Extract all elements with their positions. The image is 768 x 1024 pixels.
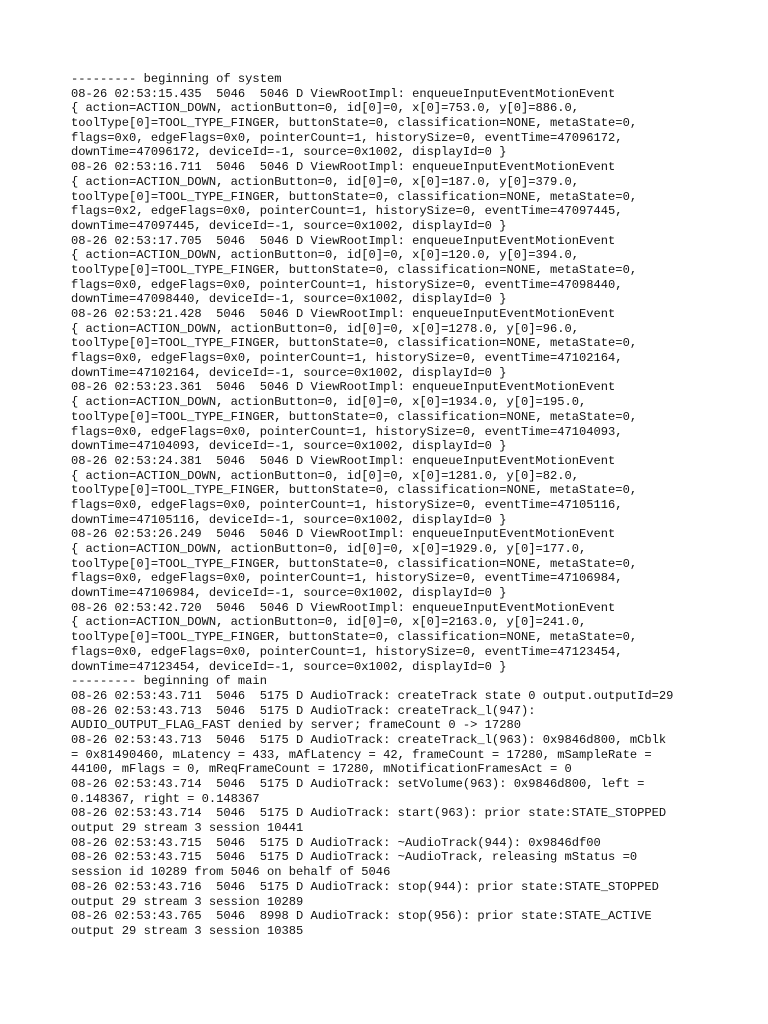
log-line: toolType[0]=TOOL_TYPE_FINGER, buttonState=0, classification=NONE, metaState=0, xyxy=(71,630,638,645)
log-line: flags=0x0, edgeFlags=0x0, pointerCount=1, historySize=0, eventTime=47105116, xyxy=(71,497,623,512)
log-line: session id 10289 from 5046 on behalf of 5046 xyxy=(71,865,391,880)
log-line: downTime=47106984, deviceId=-1, source=0x1002, displayId=0 } xyxy=(71,586,507,601)
log-line: flags=0x0, edgeFlags=0x0, pointerCount=1, historySize=0, eventTime=47106984, xyxy=(71,571,623,586)
log-line: { action=ACTION_DOWN, actionButton=0, id[0]=0, x[0]=1281.0, y[0]=82.0, xyxy=(71,468,580,483)
log-line: downTime=47104093, deviceId=-1, source=0x1002, displayId=0 } xyxy=(71,439,507,454)
log-line: output 29 stream 3 session 10441 xyxy=(71,821,304,836)
log-line: = 0x81490460, mLatency = 433, mAfLatency = 42, frameCount = 17280, mSampleRate = xyxy=(71,747,652,762)
log-document xyxy=(71,72,711,939)
log-line: AUDIO_OUTPUT_FLAG_FAST denied by server; frameCount 0 -> 17280 xyxy=(71,718,521,733)
log-line: 08-26 02:53:26.249 5046 5046 D ViewRootImpl: enqueueInputEventMotionEvent xyxy=(71,527,616,542)
log-line: { action=ACTION_DOWN, actionButton=0, id[0]=0, x[0]=2163.0, y[0]=241.0, xyxy=(71,615,587,630)
log-line: 08-26 02:53:43.713 5046 5175 D AudioTrack: createTrack_l(963): 0x9846d800, mCblk xyxy=(71,732,667,747)
log-line: downTime=47105116, deviceId=-1, source=0x1002, displayId=0 } xyxy=(71,512,507,527)
log-line: 08-26 02:53:21.428 5046 5046 D ViewRootImpl: enqueueInputEventMotionEvent xyxy=(71,307,616,321)
log-line: output 29 stream 3 session 10289 xyxy=(71,894,304,909)
log-line: toolType[0]=TOOL_TYPE_FINGER, buttonState=0, classification=NONE, metaState=0, xyxy=(71,556,638,571)
log-line: toolType[0]=TOOL_TYPE_FINGER, buttonState=0, classification=NONE, metaState=0, xyxy=(71,189,638,204)
log-line: 08-26 02:53:43.716 5046 5175 D AudioTrack: stop(944): prior state:STATE_STOPPED xyxy=(71,879,659,894)
log-line: --------- beginning of main xyxy=(71,674,267,689)
log-line: toolType[0]=TOOL_TYPE_FINGER, buttonState=0, classification=NONE, metaState=0, xyxy=(71,116,638,131)
log-line: 08-26 02:53:24.381 5046 5046 D ViewRootImpl: enqueueInputEventMotionEvent xyxy=(71,453,616,468)
log-line: 44100, mFlags = 0, mReqFrameCount = 17280, mNotificationFramesAct = 0 xyxy=(71,762,572,777)
log-line: toolType[0]=TOOL_TYPE_FINGER, buttonState=0, classification=NONE, metaState=0, xyxy=(71,262,638,277)
log-line: 08-26 02:53:43.715 5046 5175 D AudioTrack: ~AudioTrack, releasing mStatus =0 xyxy=(71,850,638,865)
log-line: downTime=47098440, deviceId=-1, source=0x1002, displayId=0 } xyxy=(71,292,507,307)
log-line: flags=0x0, edgeFlags=0x0, pointerCount=1, historySize=0, eventTime=47096172, xyxy=(71,130,623,145)
log-line: { action=ACTION_DOWN, actionButton=0, id[0]=0, x[0]=1934.0, y[0]=195.0, xyxy=(71,395,587,410)
log-line: 08-26 02:53:43.711 5046 5175 D AudioTrack: createTrack state 0 output.outputId=29 xyxy=(71,688,674,703)
log-line: flags=0x0, edgeFlags=0x0, pointerCount=1, historySize=0, eventTime=47123454, xyxy=(71,644,623,659)
log-line: downTime=47102164, deviceId=-1, source=0x1002, displayId=0 } xyxy=(71,365,507,380)
log-line: 08-26 02:53:43.765 5046 8998 D AudioTrack: stop(956): prior state:STATE_ACTIVE xyxy=(71,909,652,924)
log-line: toolType[0]=TOOL_TYPE_FINGER, buttonState=0, classification=NONE, metaState=0, xyxy=(71,483,638,498)
log-line: { action=ACTION_DOWN, actionButton=0, id[0]=0, x[0]=120.0, y[0]=394.0, xyxy=(71,248,580,263)
log-line: 08-26 02:53:16.711 5046 5046 D ViewRootImpl: enqueueInputEventMotionEvent xyxy=(71,160,616,175)
log-line: flags=0x0, edgeFlags=0x0, pointerCount=1, historySize=0, eventTime=47102164, xyxy=(71,351,623,366)
log-line: 08-26 02:53:43.715 5046 5175 D AudioTrack: ~AudioTrack(944): 0x9846df00 xyxy=(71,835,601,850)
log-line: --------- beginning of system xyxy=(71,72,282,86)
log-line: 08-26 02:53:42.720 5046 5046 D ViewRootImpl: enqueueInputEventMotionEvent xyxy=(71,600,616,615)
log-line: 08-26 02:53:17.705 5046 5046 D ViewRootImpl: enqueueInputEventMotionEvent xyxy=(71,233,616,248)
log-line: toolType[0]=TOOL_TYPE_FINGER, buttonState=0, classification=NONE, metaState=0, xyxy=(71,336,638,351)
log-line: 08-26 02:53:43.714 5046 5175 D AudioTrack: setVolume(963): 0x9846d800, left = xyxy=(71,777,645,791)
log-line: toolType[0]=TOOL_TYPE_FINGER, buttonState=0, classification=NONE, metaState=0, xyxy=(71,409,638,424)
log-line: flags=0x0, edgeFlags=0x0, pointerCount=1, historySize=0, eventTime=47104093, xyxy=(71,424,623,439)
log-line: downTime=47097445, deviceId=-1, source=0x1002, displayId=0 } xyxy=(71,218,507,233)
log-line: 08-26 02:53:23.361 5046 5046 D ViewRootImpl: enqueueInputEventMotionEvent xyxy=(71,380,616,395)
log-line: output 29 stream 3 session 10385 xyxy=(71,923,304,938)
log-line: downTime=47123454, deviceId=-1, source=0x1002, displayId=0 } xyxy=(71,659,507,674)
log-line: 08-26 02:53:43.713 5046 5175 D AudioTrack: createTrack_l(947): xyxy=(71,703,536,718)
log-line: { action=ACTION_DOWN, actionButton=0, id[0]=0, x[0]=753.0, y[0]=886.0, xyxy=(71,101,580,116)
log-line: flags=0x2, edgeFlags=0x0, pointerCount=1, historySize=0, eventTime=47097445, xyxy=(71,204,623,219)
log-line: 0.148367, right = 0.148367 xyxy=(71,791,260,806)
log-line: { action=ACTION_DOWN, actionButton=0, id[0]=0, x[0]=1929.0, y[0]=177.0, xyxy=(71,542,587,556)
log-line: { action=ACTION_DOWN, actionButton=0, id[0]=0, x[0]=1278.0, y[0]=96.0, xyxy=(71,321,580,336)
log-line: { action=ACTION_DOWN, actionButton=0, id[0]=0, x[0]=187.0, y[0]=379.0, xyxy=(71,174,580,189)
log-line: 08-26 02:53:43.714 5046 5175 D AudioTrack: start(963): prior state:STATE_STOPPED xyxy=(71,806,667,821)
log-line: flags=0x0, edgeFlags=0x0, pointerCount=1, historySize=0, eventTime=47098440, xyxy=(71,277,623,292)
log-line: downTime=47096172, deviceId=-1, source=0x1002, displayId=0 } xyxy=(71,145,507,160)
log-line: 08-26 02:53:15.435 5046 5046 D ViewRootImpl: enqueueInputEventMotionEvent xyxy=(71,86,616,101)
